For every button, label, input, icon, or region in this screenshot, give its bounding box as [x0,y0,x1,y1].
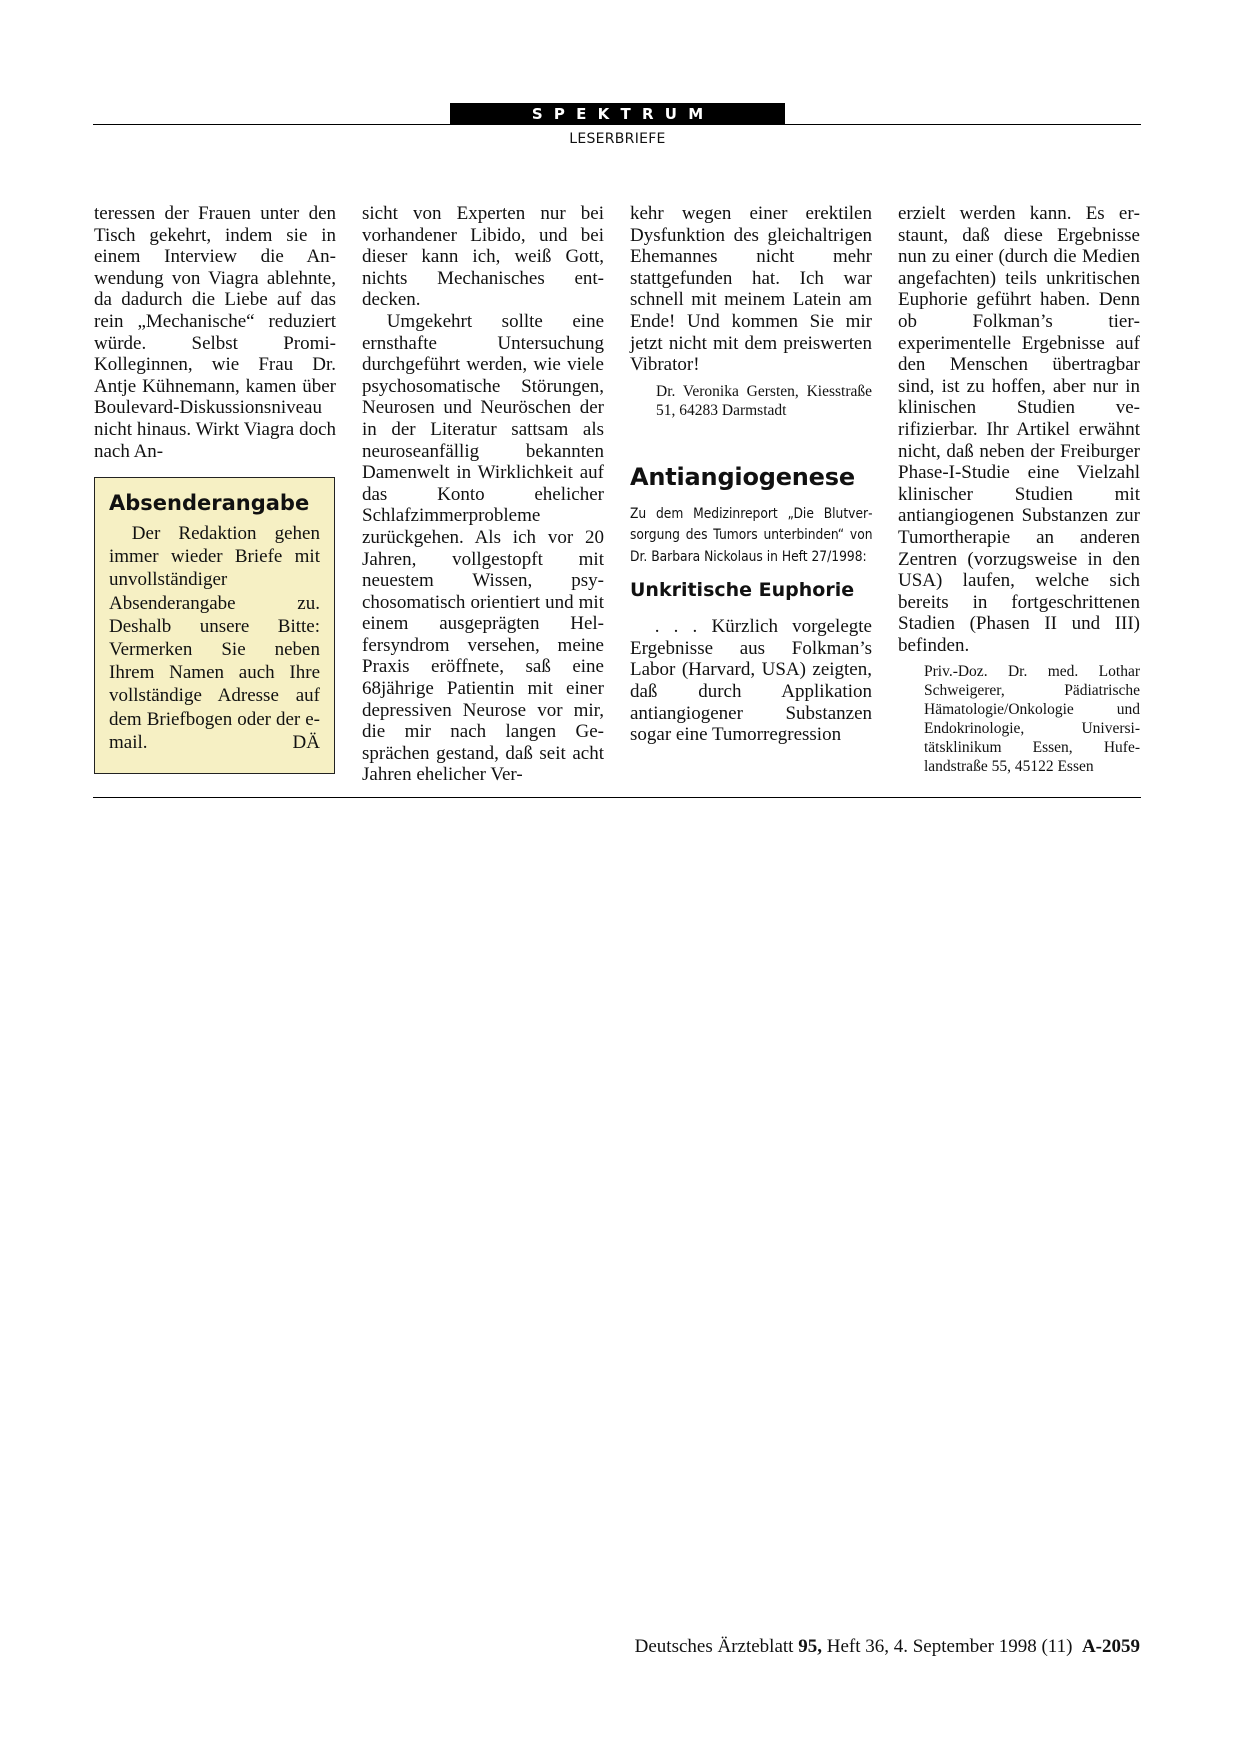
page-number: A-2059 [1081,1636,1140,1657]
volume-number: 95, [798,1636,822,1657]
page-footer [635,1636,1140,1658]
body-paragraph: teressen der Frauen unter den Tisch gekehrt, indem sie in einem Interview die Anwendung von Viagra ablehnte, da dadurch die Liebe auf das rein „Mechanische“ reduziert würde. Selbst Promi-Kolleginnen, wie Frau Dr. Antje Kühnemann, kamen über Boulevard-Diskussionsniveau nicht hinaus. Wirkt Viagra doch nach An- [94,203,336,462]
column-4 [898,203,1140,776]
subsection-header: LESERBRIEFE [569,131,666,147]
box-sign: DÄ [292,731,320,753]
column-1 [94,203,336,462]
body-paragraph: sicht von Experten nur bei vorhandener Libido, und bei dieser kann ich, weiß Gott, nichts Mechanisches entdecken. [362,203,604,311]
body-paragraph: kehr wegen einer erektilen Dysfunktion des gleichaltrigen Ehemannes nicht mehr stattgefunden hat. Ich war schnell mit meinem Latein am Ende! Und kommen Sie mir jetzt nicht mit dem preiswerten Vibrator! [630,203,872,376]
bottom-rule [93,797,1141,798]
body-paragraph: erzielt werden kann. Es erstaunt, daß diese Ergebnisse nun zu einer (durch die Medien angefachten) teils unkritischen Euphorie geführt haben. Denn ob Folkman’s tierexperimentelle Ergebnisse auf den Menschen übertragbar sind, ist zu hoffen, aber nur in klinischen Studien verifizierbar. Ihr Artikel erwähnt nicht, daß neben der Freiburger Phase-I-Studie eine Vielzahl klinischer Studien mit antiangiogenen Substanzen zur Tumortherapie an anderen Zentren (vorzugsweise in den USA) laufen, welche sich bereits in fortgeschrittenen Stadien (Phasen II und III) befinden. [898,203,1140,656]
article-subtitle: Unkritische Euphorie [630,579,855,602]
box-body: Der Redaktion gehen immer wieder Briefe mit unvollständiger Absenderangabe zu. Deshalb unsere Bitte: Vermerken Sie neben Ihrem Namen auch Ihre vollständige Adresse auf dem Briefbogen oder der e-mail. [109,523,320,753]
column-2 [362,203,604,786]
section-header: SPEKTRUM [450,103,785,124]
author-signature: Priv.-Doz. Dr. med. Lothar Schweigerer, Pädiatrische Hämatologie/Onkologie und Endokrinologie, Universitätsklinikum Essen, Hufelandstraße 55, 45122 Essen [924,663,1140,776]
article-title: Antiangiogenese [630,462,855,491]
issue-info: Heft 36, 4. September 1998 (11) [826,1636,1073,1657]
article-intro: Zu dem Medizinreport „Die Blutversorgung des Tumors unterbinden“ von Dr. Barbara Nickolaus in Heft 27/1998: [630,505,873,565]
column-3 [630,203,872,746]
header-rule [93,124,1141,125]
sender-info-box [94,477,335,774]
author-signature: Dr. Veronika Gersten, Kiesstraße 51, 64283 Darmstadt [656,382,872,419]
box-title: Absenderangabe [109,491,310,515]
body-paragraph: Umgekehrt sollte eine ernsthafte Untersuchung durchgeführt werden, wie viele psychosomatische Störungen, Neurosen und Neuröschen der in der Literatur sattsam als neuroseanfällig bekannten Damenwelt in Wirklichkeit auf das Konto ehelicher Schlafzimmerprobleme zurückgehen. Als ich vor 20 Jahren, vollgestopft mit neuestem Wissen, psychosomatisch orientiert und mit einem ausgeprägten Helfersyndrom versehen, meine Praxis eröffnete, saß eine 68jährige Patientin mit einer depressiven Neurose vor mir, die mir nach langen Gesprächen gestand, daß seit acht Jahren ehelicher Ver- [362,310,604,786]
journal-name: Deutsches Ärzteblatt [634,1636,794,1657]
box-text [109,522,320,754]
body-paragraph: . . . Kürzlich vorgelegte Ergebnisse aus Folkman’s Labor (Harvard, USA) zeigten, daß durch Applikation antiangiogener Substanzen sogar eine Tumorregression [630,616,872,746]
